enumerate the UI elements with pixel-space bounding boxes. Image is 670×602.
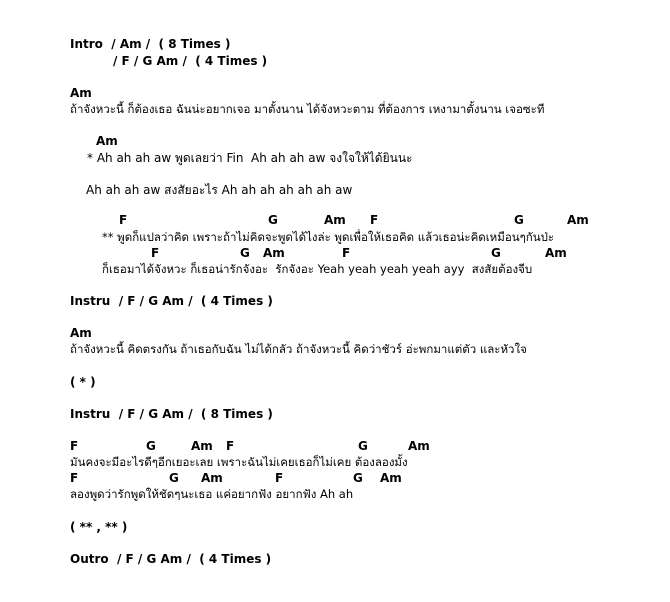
chorus2-lyric-1: ** พูดก็แปลว่าคิด เพราะถ้าไม่คิดจะพูดได้ไงล่ะ พูดเพื่อให้เธอคิด แล้วเธอน่ะคิดเหมือนๆกันป่ะ [102, 230, 555, 244]
chord-mark: F [70, 439, 79, 453]
chord-mark: Am [201, 471, 223, 485]
chord-mark: G [268, 213, 278, 227]
chorus1-lyric-2: Ah ah ah aw สงสัยอะไร Ah ah ah ah ah ah aw [86, 183, 353, 197]
chorus1-chord: Am [96, 134, 118, 148]
verse1-lyric: ถ้าจังหวะนี้ ก็ต้องเธอ ฉันน่ะอยากเจอ มาตั้งนาน ได้จังหวะตาม ที่ต้องการ เหงามาตั้งนาน เจอซะที [70, 102, 545, 116]
chord-mark: F [370, 213, 379, 227]
outro-line: Outro / F / G Am / ( 4 Times ) [70, 552, 272, 566]
chord-mark: G [146, 439, 156, 453]
chord-mark: Am [567, 213, 589, 227]
chord-mark: Am [263, 246, 285, 260]
chord-mark: G [491, 246, 501, 260]
instru-line-2: Instru / F / G Am / ( 8 Times ) [70, 407, 273, 421]
chord-mark: F [151, 246, 160, 260]
chorus2-lyric-2: ก็เธอมาได้จังหวะ ก็เธอน่ารักจังอะ รักจังอะ Yeah yeah yeah yeah ayy สงสัยต้องจีบ [102, 262, 533, 276]
chorus1-lyric-1: * Ah ah ah aw พูดเลยว่า Fin Ah ah ah aw จงใจให้ได้ยินนะ [87, 151, 413, 165]
chord-mark: G [358, 439, 368, 453]
verse1-chord: Am [70, 86, 92, 100]
chord-mark: Am [545, 246, 567, 260]
bridge-lyric-2: ลองพูดว่ารักพูดให้ชัดๆนะเธอ แค่อยากฟัง อยากฟัง Ah ah [70, 487, 354, 501]
verse2-lyric: ถ้าจังหวะนี้ คิดตรงกัน ถ้าเธอกับฉัน ไม่ได้กลัว ถ้าจังหวะนี้ คิดว่าชัวร์ อ่ะพกมาแต่ตัว และหัวใจ [70, 342, 527, 356]
chord-mark: G [514, 213, 524, 227]
chord-mark: G [169, 471, 179, 485]
chord-mark: Am [324, 213, 346, 227]
chord-mark: Am [380, 471, 402, 485]
chord-mark: G [240, 246, 250, 260]
verse2-chord: Am [70, 326, 92, 340]
chord-mark: Am [191, 439, 213, 453]
bridge-lyric-1: มันคงจะมีอะไรดีๆอีกเยอะเลย เพราะฉันไม่เคยเธอก็ไม่เคย ต้องลองมั้ง [70, 455, 408, 469]
chord-mark: Am [408, 439, 430, 453]
chord-mark: F [342, 246, 351, 260]
chord-mark: F [119, 213, 128, 227]
instru-line-1: Instru / F / G Am / ( 4 Times ) [70, 294, 273, 308]
chord-mark: F [226, 439, 235, 453]
chord-mark: F [70, 471, 79, 485]
chord-mark: G [353, 471, 363, 485]
chord-mark: F [275, 471, 284, 485]
repeat-chorus1: ( * ) [70, 375, 96, 389]
intro-line-1: Intro / Am / ( 8 Times ) [70, 37, 231, 51]
repeat-chorus2: ( ** , ** ) [70, 520, 128, 534]
intro-line-2: / F / G Am / ( 4 Times ) [113, 54, 268, 68]
